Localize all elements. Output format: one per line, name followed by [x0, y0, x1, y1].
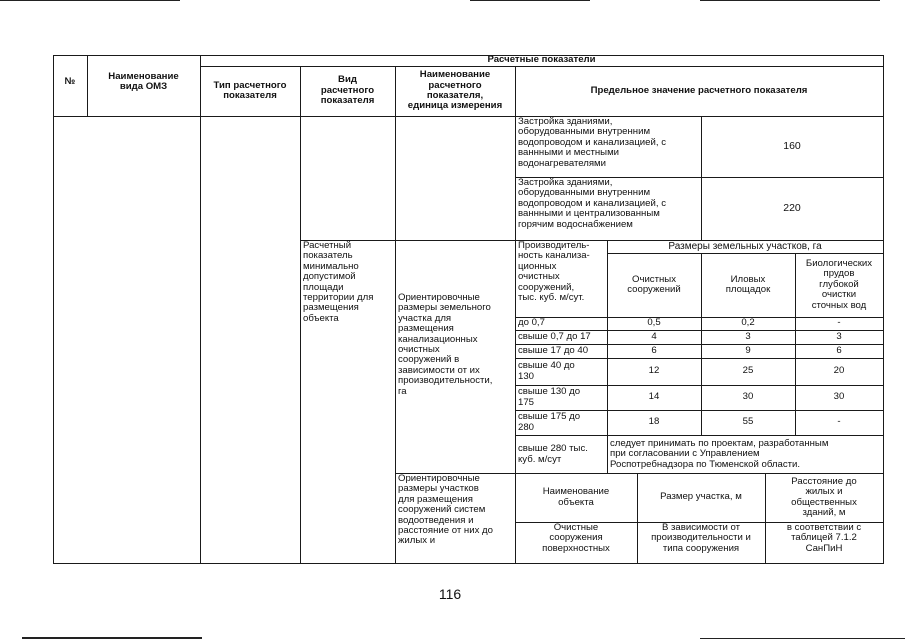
land-row-treatment: 6 [651, 344, 657, 356]
header-omz-name: Наименование вида ОМЗ [108, 71, 179, 93]
land-row-prod: свыше 40 до 130 [518, 360, 575, 382]
page-number: 116 [438, 586, 462, 602]
land-row-prod: свыше 17 до 40 [518, 344, 589, 356]
land-row-prod: свыше 0,7 до 17 [518, 330, 591, 342]
land-size-indicator-name: Ориентировочные размеры земельного участка для размещения канализационных очистных сооружений в зависимости от их производительности, га [398, 292, 493, 397]
land-last-prod: свыше 280 тыс. куб. м/сут [518, 443, 588, 465]
sanitary-indicator-name: Ориентировочные размеры участков для размещения сооружений систем водоотведения и расстояние от них до жилых и [398, 473, 493, 547]
sanitary-row-size: В зависимости от производительности и типа сооружения [651, 522, 751, 554]
land-row-sludge: 3 [745, 330, 751, 342]
land-row-prod: свыше 130 до 175 [518, 386, 581, 408]
land-row-sludge: 55 [742, 416, 754, 428]
land-row-bio: - [837, 317, 841, 329]
land-col-treatment: Очистных сооружений [627, 273, 681, 295]
land-col-bio-ponds: Биологических прудов глубокой очистки сточных вод [805, 257, 873, 311]
header-indicator-type: Тип расчетного показателя [213, 79, 287, 101]
land-col-sludge: Иловых площадок [725, 273, 771, 295]
scan-artifact-top-right [700, 0, 880, 1]
header-limit-value: Предельное значение расчетного показателя [590, 84, 808, 96]
sanitary-row-object: Очистные сооружения поверхностных [542, 522, 610, 554]
scan-artifact-top-mid [470, 0, 590, 1]
header-number: № [64, 76, 76, 87]
row-value-160: 160 [783, 140, 801, 153]
row-desc-local-heaters: Застройка зданиями, оборудованными внутренним водопроводом и канализацией, с ваннными и местными водонагревателями [518, 116, 666, 169]
land-row-treatment: 14 [648, 391, 660, 403]
land-row-bio: - [837, 416, 841, 428]
land-row-bio: 20 [833, 365, 845, 377]
land-row-bio: 6 [836, 344, 842, 356]
table-line [53, 563, 883, 564]
land-sizes-header: Размеры земельных участков, га [668, 241, 822, 252]
land-row-prod: свыше 175 до 280 [518, 411, 581, 433]
sanitary-header-size: Размер участка, м [660, 491, 742, 503]
land-row-treatment: 0,5 [647, 317, 661, 329]
land-row-sludge: 30 [742, 391, 754, 403]
table-line [883, 55, 884, 564]
scan-artifact-top-left [0, 0, 180, 1]
land-prod-header: Производитель- ность канализа- ционных очистных сооружений, тыс. куб. м/сут. [518, 240, 590, 304]
land-row-prod: до 0,7 [518, 317, 545, 329]
land-row-sludge: 0,2 [741, 317, 755, 329]
scan-artifact-bottom-right [700, 638, 905, 639]
sanitary-row-distance: в соответствии с таблицей 7.1.2 СанПиН [786, 522, 862, 554]
land-row-sludge: 9 [745, 344, 751, 356]
kind-min-area-indicator: Расчетный показатель минимально допустимой площади территории для размещения объекта [303, 240, 374, 324]
table-line [53, 55, 54, 564]
land-row-treatment: 4 [651, 330, 657, 342]
land-row-treatment: 18 [648, 416, 660, 428]
land-row-bio: 30 [833, 391, 845, 403]
table-line [200, 55, 201, 564]
land-row-bio: 3 [836, 330, 842, 342]
sanitary-header-object: Наименование объекта [542, 486, 610, 508]
land-last-note: следует принимать по проектам, разработанным при согласовании с Управлением Роспотребнадзора по Тюменской области. [610, 437, 829, 470]
land-row-treatment: 12 [648, 365, 660, 377]
scan-artifact-bottom-left [22, 637, 202, 639]
header-indicator-name: Наименование расчетного показателя, единица измерения [407, 69, 503, 112]
header-group-title: Расчетные показатели [487, 55, 596, 65]
row-desc-central-hot-water: Застройка зданиями, оборудованными внутренним водопроводом и канализацией, с ваннными и централизованным горячим водоснабжением [518, 177, 666, 230]
row-value-220: 220 [783, 202, 801, 215]
sanitary-header-distance: Расстояние до жилых и общественных зданий, м [791, 475, 857, 518]
header-indicator-kind: Вид расчетного показателя [320, 74, 375, 107]
land-row-sludge: 25 [742, 365, 754, 377]
